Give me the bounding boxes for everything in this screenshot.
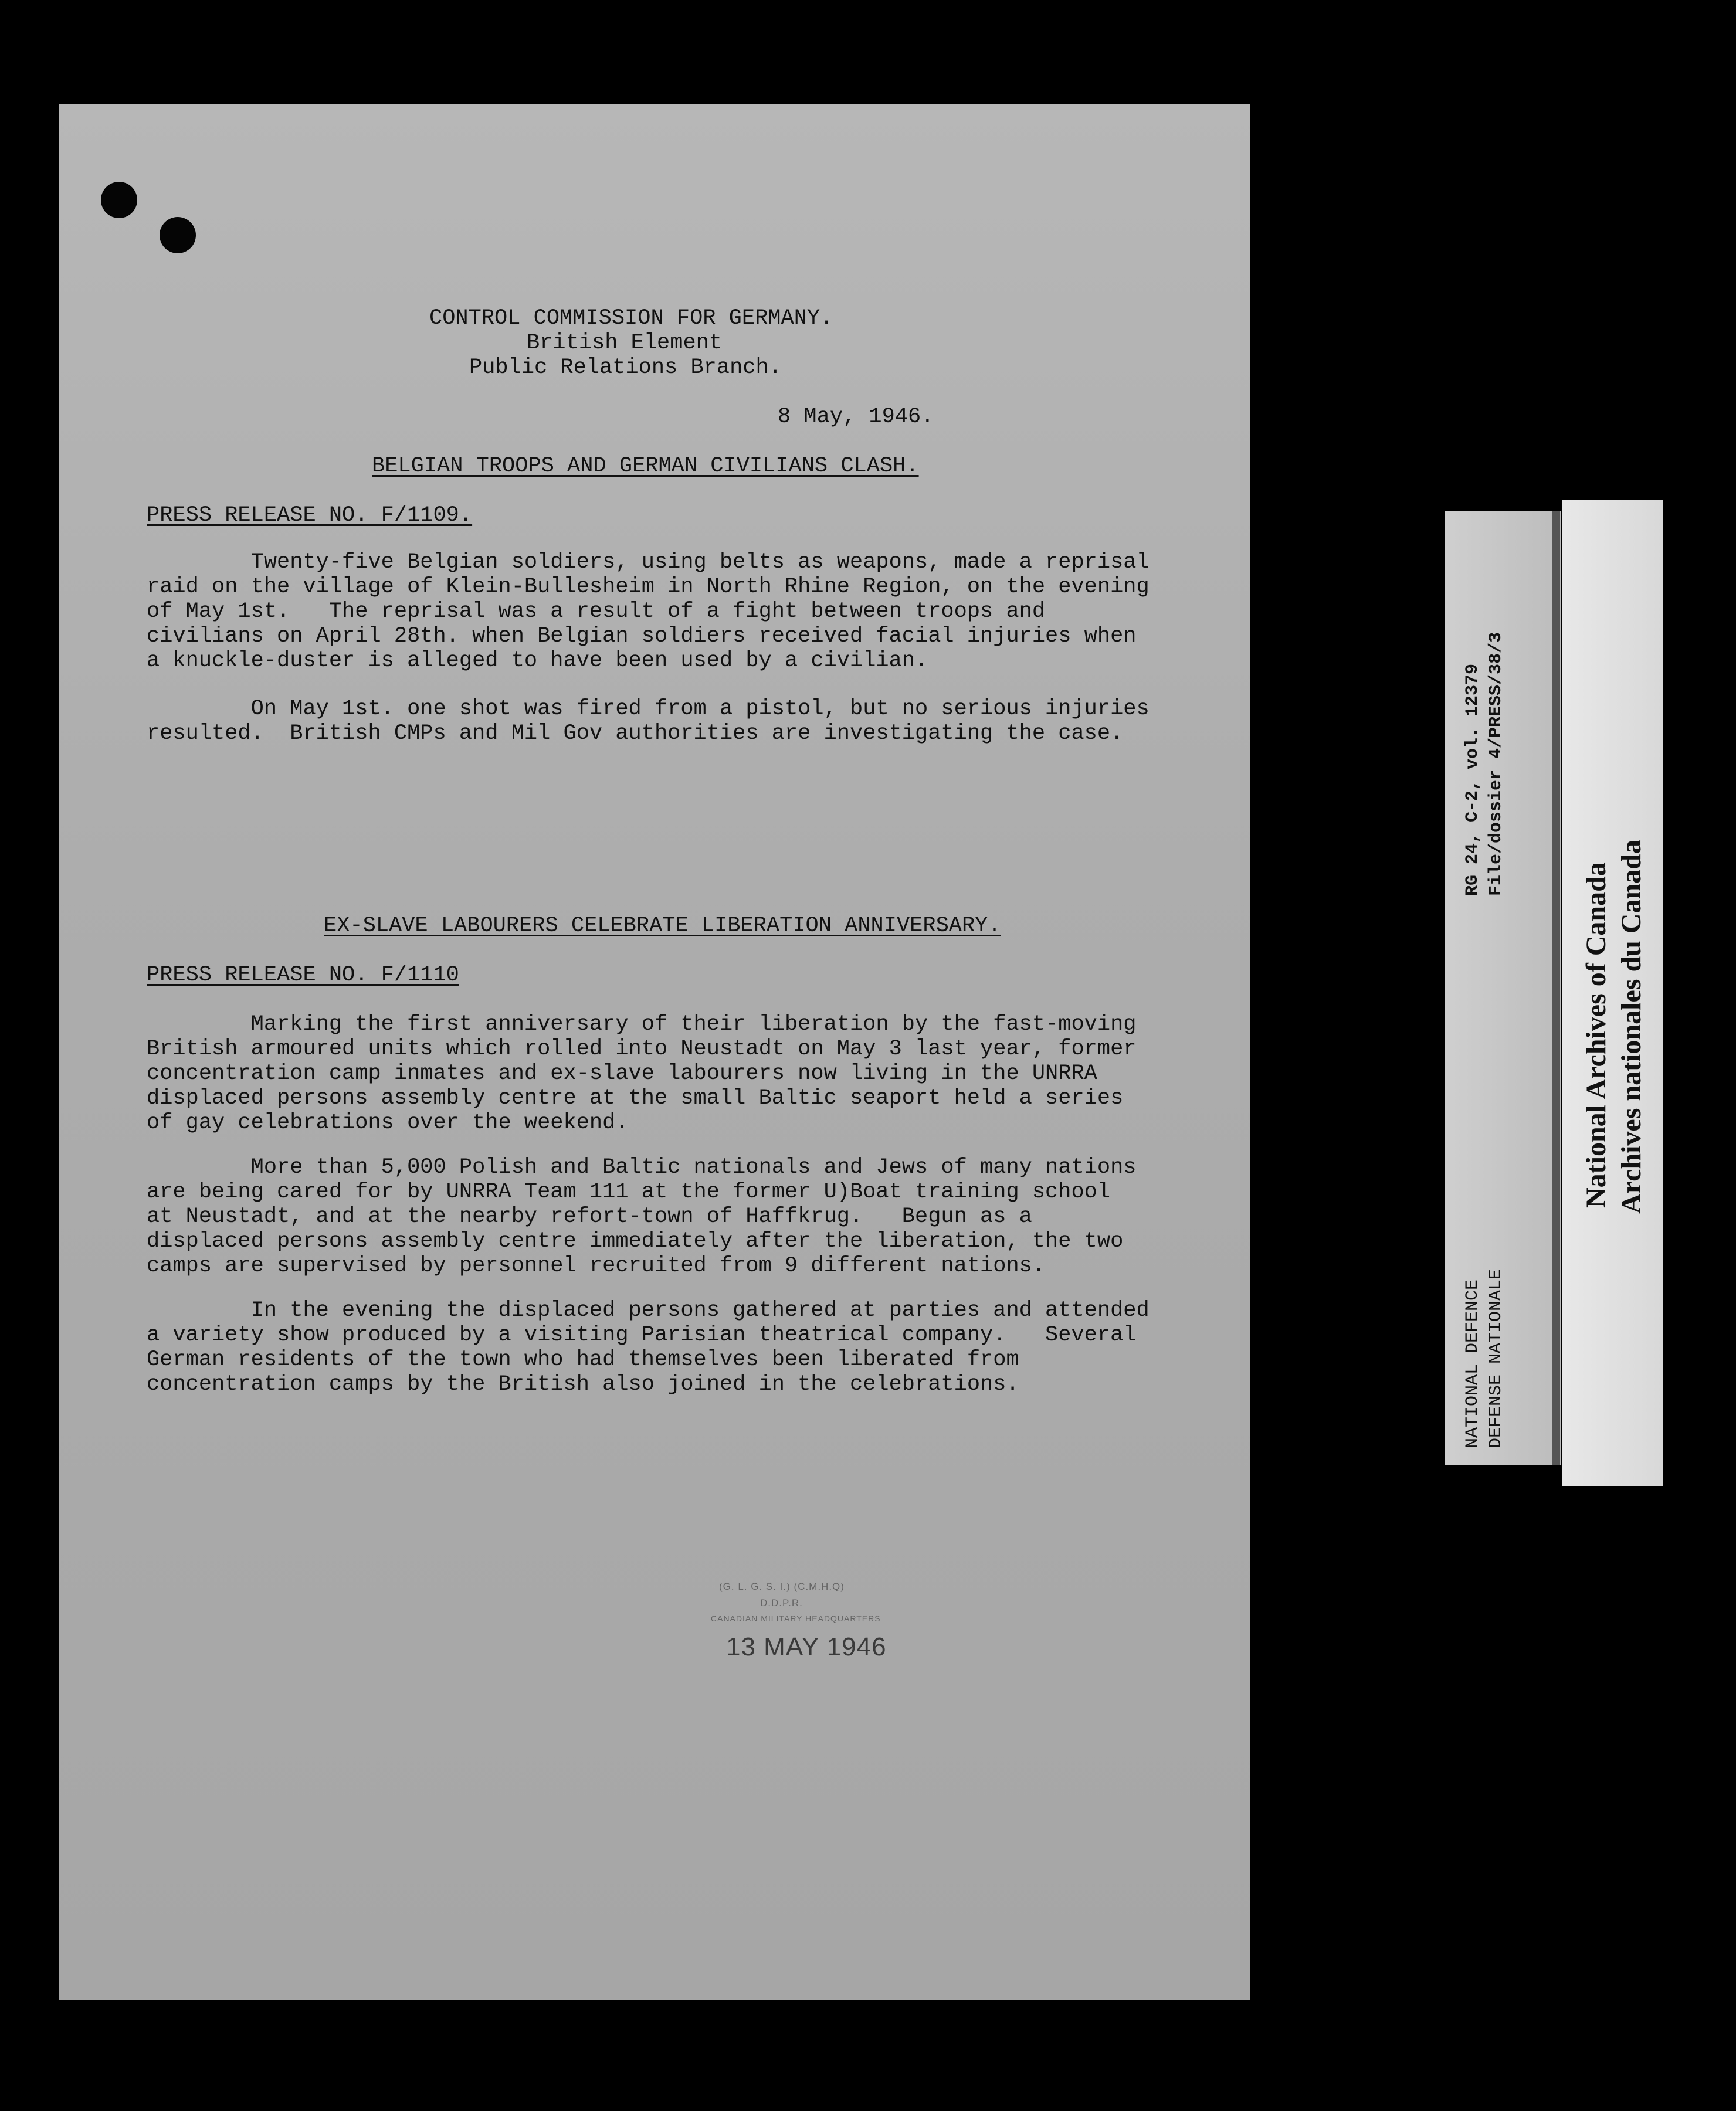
document-page: [59, 104, 1250, 2000]
paragraph-line: camps are supervised by personnel recruited from 9 different nations.: [147, 1254, 1046, 1278]
paragraph-line: displaced persons assembly centre at the small Baltic seaport held a series: [147, 1086, 1124, 1111]
paragraph-line: are being cared for by UNRRA Team 111 at the former U)Boat training school: [147, 1180, 1111, 1204]
release1-headline: BELGIAN TROOPS AND GERMAN CIVILIANS CLASH.: [372, 454, 919, 478]
paragraph-line: More than 5,000 Polish and Baltic nationals and Jews of many nations: [147, 1155, 1137, 1180]
national-archives-label: [1562, 500, 1663, 1486]
paragraph-line: German residents of the town who had themselves been liberated from: [147, 1348, 1019, 1372]
archive-ref-line-2: File/dossier 4/PRESS/38/3: [1486, 632, 1506, 896]
paragraph-line: at Neustadt, and at the nearby refort-town of Haffkrug. Begun as a: [147, 1204, 1032, 1229]
release1-number: PRESS RELEASE NO. F/1109.: [147, 503, 473, 528]
paragraph-line: a knuckle-duster is alleged to have been used by a civilian.: [147, 649, 928, 673]
stamp-line-3: CANADIAN MILITARY HEADQUARTERS: [711, 1614, 881, 1623]
header-org: CONTROL COMMISSION FOR GERMANY.: [429, 306, 833, 331]
paragraph-line: resulted. British CMPs and Mil Gov authorities are investigating the case.: [147, 721, 1124, 746]
archive-reference-strip: [1445, 511, 1561, 1465]
paragraph-line: concentration camp inmates and ex-slave labourers now living in the UNRRA: [147, 1061, 1097, 1086]
stamp-date: 13 MAY 1946: [726, 1633, 887, 1661]
header-date: 8 May, 1946.: [778, 405, 934, 429]
paragraph-line: On May 1st. one shot was fired from a pistol, but no serious injuries: [147, 697, 1150, 721]
archive-dept-line-2: DEFENSE NATIONALE: [1486, 1268, 1506, 1448]
paragraph-line: British armoured units which rolled into Neustadt on May 3 last year, former: [147, 1037, 1137, 1061]
archives-label-line-1: National Archives of Canada: [1581, 862, 1612, 1208]
paragraph-line: Marking the first anniversary of their liberation by the fast-moving: [147, 1012, 1137, 1037]
archive-ref-line-1: RG 24, C-2, vol. 12379: [1463, 663, 1483, 896]
paragraph-line: a variety show produced by a visiting Parisian theatrical company. Several: [147, 1323, 1137, 1348]
paragraph-line: In the evening the displaced persons gathered at parties and attended: [147, 1298, 1150, 1323]
archive-dept-line-1: NATIONAL DEFENCE: [1463, 1279, 1483, 1448]
punch-hole: [160, 217, 196, 253]
release2-number: PRESS RELEASE NO. F/1110: [147, 963, 459, 987]
paragraph-line: concentration camps by the British also joined in the celebrations.: [147, 1372, 1019, 1397]
strip-shadow: [1552, 511, 1560, 1465]
paragraph-line: displaced persons assembly centre immediately after the liberation, the two: [147, 1229, 1124, 1254]
paragraph-line: civilians on April 28th. when Belgian soldiers received facial injuries when: [147, 624, 1137, 649]
paragraph-line: Twenty-five Belgian soldiers, using belts as weapons, made a reprisal: [147, 550, 1150, 575]
paragraph-line: raid on the village of Klein-Bullesheim in North Rhine Region, on the evening: [147, 575, 1150, 599]
stamp-line-1: (G. L. G. S. I.) (C.M.H.Q): [719, 1581, 845, 1592]
archives-label-line-2: Archives nationales du Canada: [1616, 840, 1647, 1214]
punch-hole: [101, 182, 137, 218]
release2-headline: EX-SLAVE LABOURERS CELEBRATE LIBERATION ANNIVERSARY.: [324, 914, 1001, 938]
paragraph-line: of May 1st. The reprisal was a result of a fight between troops and: [147, 599, 1046, 624]
header-element: British Element: [527, 331, 723, 355]
stamp-line-2: D.D.P.R.: [760, 1597, 803, 1608]
header-branch: Public Relations Branch.: [469, 355, 782, 380]
paragraph-line: of gay celebrations over the weekend.: [147, 1111, 629, 1135]
